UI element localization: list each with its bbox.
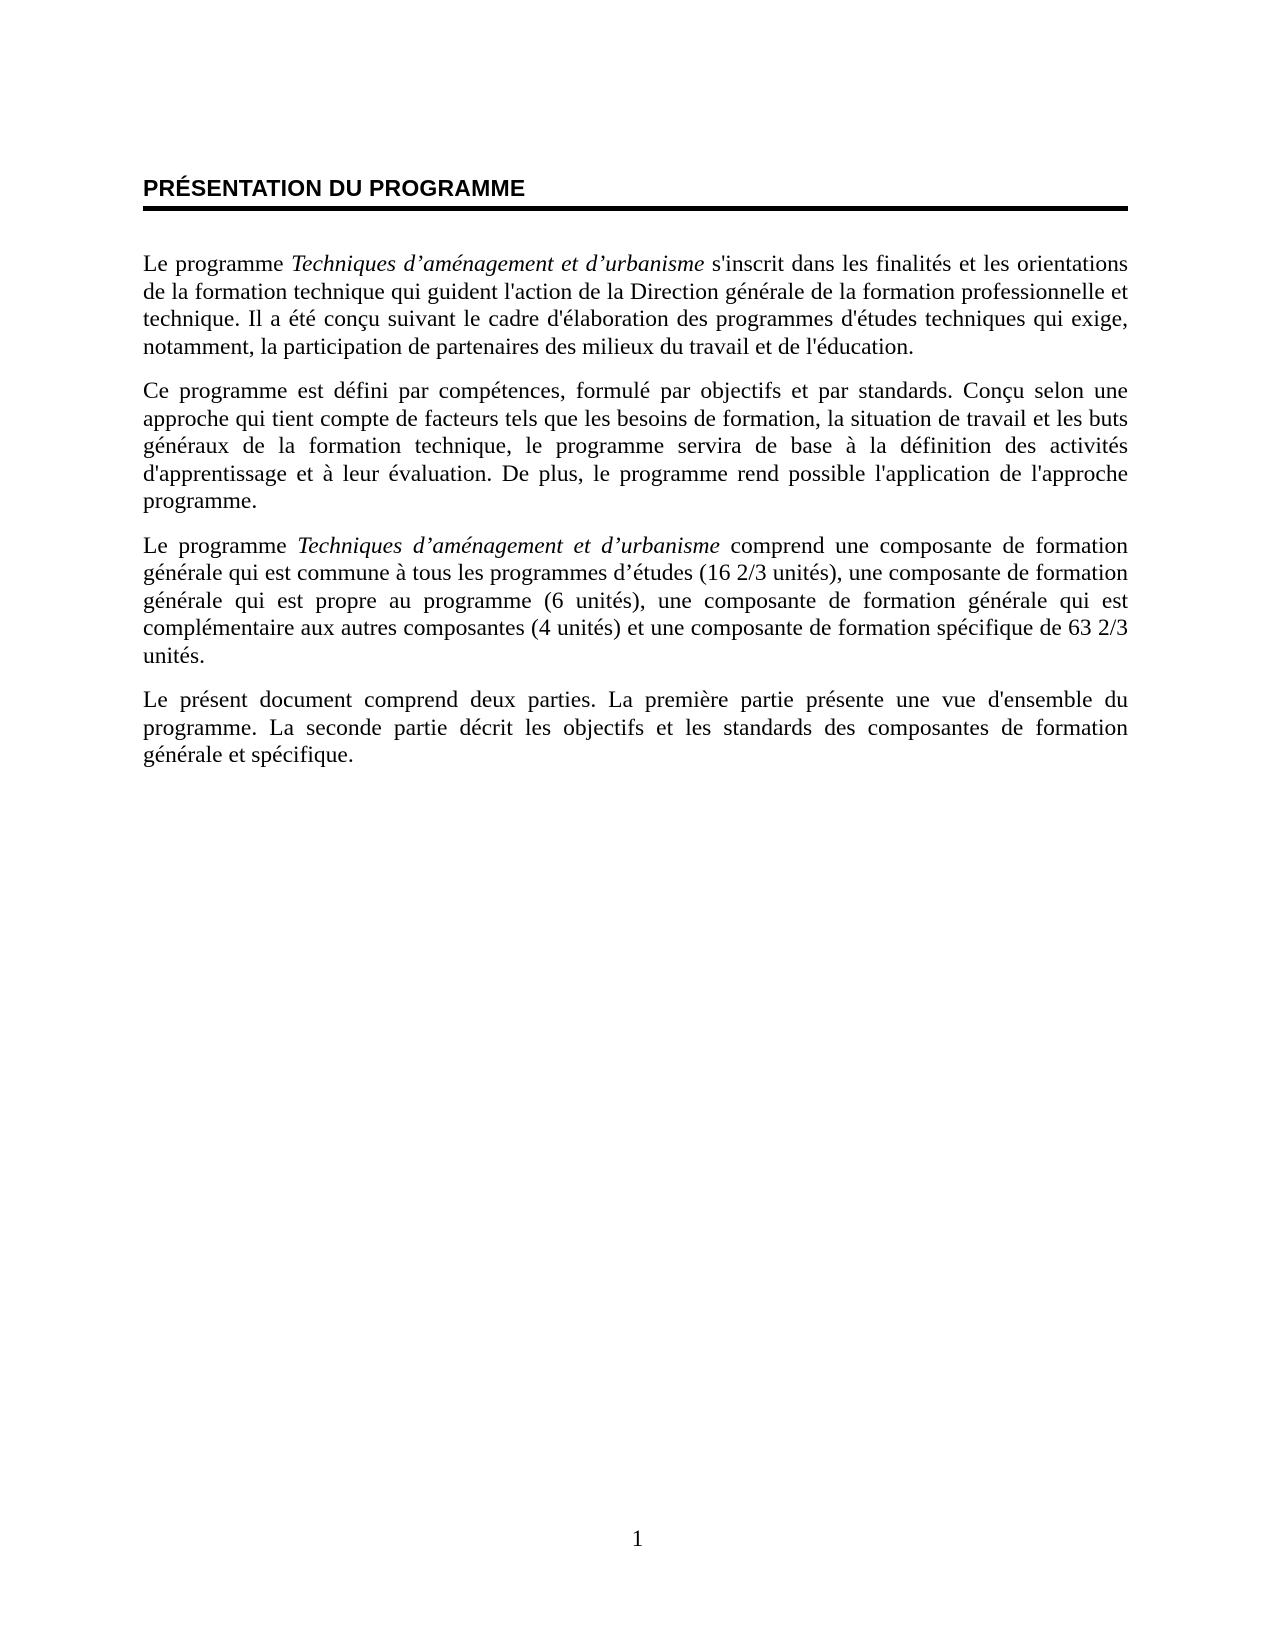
paragraph-intro-lead: Le programme [143, 251, 292, 277]
page-number: 1 [631, 1526, 644, 1551]
program-name-italic-2: Techniques d’aménagement et d’urbanisme [297, 532, 720, 559]
paragraph-composantes-body: comprend une composante de formation générale qui est commune à tous les programmes d’études (16 2/3 unités), une composante de formation générale qui est propre au programme (6 unités), une composante de formation générale qui est complémentaire aux autres composantes (4 unités) et une composante de formation spécifique de 63 2/3 unités. [143, 532, 1128, 669]
program-name-italic: Techniques d’aménagement et d’urbanisme [291, 251, 705, 277]
paragraph-competences-body: Ce programme est défini par compétences, formulé par objectifs et par standards. Conçu selon une approche qui tient compte de facteurs tels que les besoins de formation, la situation de travail et les buts généraux de la formation technique, le programme servira de base à la définition des activités d'apprentissage et à leur évaluation. De plus, le programme rend possible l'application de l'approche programme. [143, 378, 1128, 514]
paragraph-competences [143, 378, 1128, 516]
paragraph-parties-body: Le présent document comprend deux parties. La première partie présente une vue d'ensemble du programme. La seconde partie décrit les objectifs et les standards des composantes de formation générale et spécifique. [143, 687, 1128, 768]
page-title: PRÉSENTATION DU PROGRAMME [143, 175, 526, 201]
title-rule [143, 206, 1128, 211]
paragraph-parties [143, 687, 1128, 770]
paragraph-intro-body: s'inscrit dans les finalités et les orientations de la formation technique qui guident l'action de la Direction générale de la formation professionnelle et technique. Il a été conçu suivant le cadre d'élaboration des programmes d'études techniques qui exige, notamment, la participation de partenaires des milieux du travail et de l'éducation. [143, 251, 1128, 360]
paragraph-composantes-lead: Le programme [143, 532, 298, 559]
paragraph-intro [143, 251, 1128, 361]
paragraph-composantes [143, 533, 1128, 671]
page-content [143, 175, 1128, 787]
